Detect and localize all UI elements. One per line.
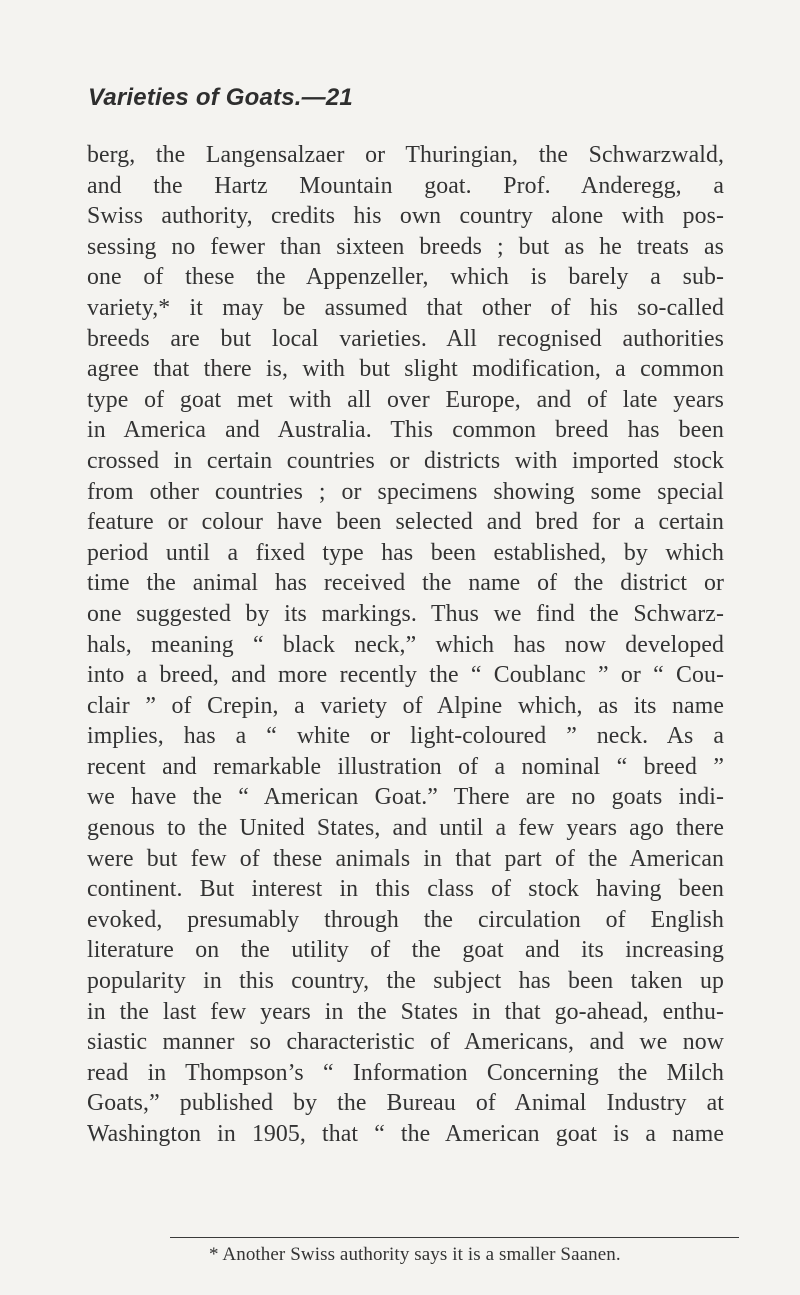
text-line: popularity in this country, the subject has been taken up — [87, 968, 724, 995]
text-line: in the last few years in the States in that go-ahead, enthu- — [87, 998, 724, 1025]
text-line: one of these the Appenzeller, which is barely a sub- — [87, 264, 724, 291]
text-line: Goats,” published by the Bureau of Animal Industry at — [87, 1090, 724, 1117]
footnote-divider — [170, 1237, 739, 1238]
text-line: in America and Australia. This common breed has been — [87, 417, 724, 444]
text-line: into a breed, and more recently the “ Coublanc ” or “ Cou- — [87, 662, 724, 689]
text-line: from other countries ; or specimens showing some special — [87, 478, 724, 505]
text-line: continent. But interest in this class of stock having been — [87, 876, 724, 903]
text-line: siastic manner so characteristic of Americans, and we now — [87, 1029, 724, 1056]
text-line: were but few of these animals in that part of the American — [87, 845, 724, 872]
text-line: recent and remarkable illustration of a nominal “ breed ” — [87, 753, 724, 780]
text-line: hals, meaning “ black neck,” which has now developed — [87, 631, 724, 658]
text-line: agree that there is, with but slight modification, a common — [87, 356, 724, 383]
text-line: berg, the Langensalzaer or Thuringian, the Schwarzwald, — [87, 142, 724, 168]
text-line: crossed in certain countries or districts with imported stock — [87, 447, 724, 474]
footnote: * Another Swiss authority says it is a smaller Saanen. — [209, 1244, 621, 1265]
text-line: evoked, presumably through the circulation of English — [87, 906, 724, 933]
text-line: implies, has a “ white or light-coloured ” neck. As a — [87, 723, 724, 750]
running-head: Varieties of Goats.—21 — [88, 84, 353, 111]
text-line: type of goat met with all over Europe, and of late years — [87, 386, 724, 413]
text-line: Washington in 1905, that “ the American goat is a name — [87, 1121, 724, 1147]
text-line: read in Thompson’s “ Information Concerning the Milch — [87, 1059, 724, 1086]
text-line: one suggested by its markings. Thus we find the Schwarz- — [87, 600, 724, 627]
body-text — [87, 140, 724, 1150]
text-line: variety,* it may be assumed that other of his so-called — [87, 294, 724, 321]
text-line: sessing no fewer than sixteen breeds ; but as he treats as — [87, 233, 724, 260]
text-line: and the Hartz Mountain goat. Prof. Anderegg, a — [87, 172, 724, 199]
text-line: literature on the utility of the goat and its increasing — [87, 937, 724, 964]
text-line: we have the “ American Goat.” There are no goats indi- — [87, 784, 724, 811]
text-line: period until a fixed type has been established, by which — [87, 539, 724, 566]
text-line: breeds are but local varieties. All recognised authorities — [87, 325, 724, 352]
text-line: genous to the United States, and until a few years ago there — [87, 815, 724, 842]
text-line: clair ” of Crepin, a variety of Alpine which, as its name — [87, 692, 724, 719]
text-line: feature or colour have been selected and bred for a certain — [87, 509, 724, 536]
text-line: time the animal has received the name of the district or — [87, 570, 724, 597]
text-line: Swiss authority, credits his own country alone with pos- — [87, 203, 724, 230]
